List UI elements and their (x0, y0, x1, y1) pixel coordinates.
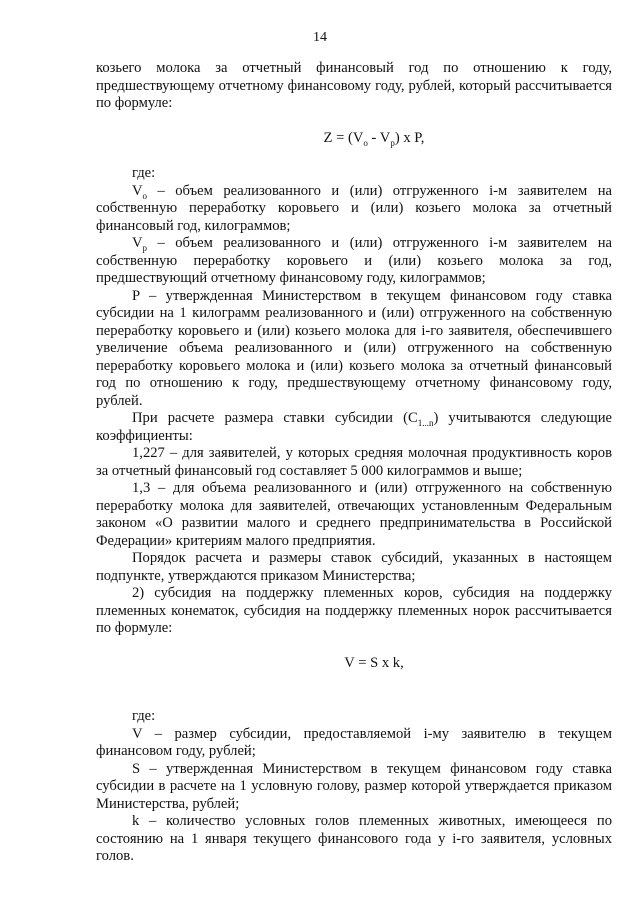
page-number: 14 (313, 30, 327, 45)
formula-z (96, 130, 612, 148)
where-label-2: где: (132, 708, 156, 724)
coefficient-13: 1,3 – для объема реализованного и (или) отгруженного на собственную переработку молока для заявителей, отвечающих установленным Федеральным законом «О развитии малого и среднего предпринимательства в Российской Федерации» критериям малого предприятия. (96, 480, 612, 549)
vo-text: – объем реализованного и (или) отгруженного i-м заявителем на собственную переработку коровьего и (или) козьего молока за отчетный финансовый год, килограммов; (96, 182, 612, 234)
document-body (96, 60, 612, 866)
formula-z-lhs: Z = (V (323, 129, 364, 146)
formula-z-sub-p: p (390, 137, 395, 148)
vp-subscript: p (142, 242, 148, 253)
coef-intro-sub: 1...n (417, 417, 434, 428)
where-label-1: где: (132, 165, 156, 181)
coef-intro-post: ) учитываются следующие коэффициенты: (96, 410, 612, 444)
formula-z-rhs: ) x P, (394, 129, 425, 146)
definition-v: V – размер субсидии, предоставляемой i-му заявителю в текущем финансовом году, рублей; (96, 725, 612, 759)
vp-text: – объем реализованного и (или) отгруженного i-м заявителем на собственную переработку коровьего и (или) козьего молока за год, предшествующий отчетному финансовому году, килограммов; (96, 235, 612, 286)
definition-p: P – утвержденная Министерством в текущем финансовом году ставка субсидии на 1 килограмм реализованного и (или) отгруженного на собственную переработку коровьего и (или) козьего молока для i-го заявителя, обеспечившего увеличение объема реализованного и (или) отгруженного на собственную переработку коровьего молока и (или) козьего молока за отчетный финансовый год по отношению к году, предшествующему отчетному финансовому году, рублей. (96, 287, 612, 409)
formula-v: V = S x k, (344, 654, 404, 671)
paragraph-order: Порядок расчета и размеры ставок субсидий, указанных в настоящем подпункте, утверждаются приказом Министерства; (96, 550, 612, 584)
coefficient-1227: 1,227 – для заявителей, у которых средняя молочная продуктивность коров за отчетный финансовый год составляет 5 000 килограммов и выше; (96, 445, 612, 479)
paragraph-item-2: 2) субсидия на поддержку племенных коров, субсидия на поддержку племенных конематок, субсидия на поддержку племенных норок рассчитывается по формуле: (96, 585, 612, 636)
formula-z-sub-o: o (363, 137, 368, 148)
coefficients-intro (96, 410, 612, 445)
paragraph-intro: козьего молока за отчетный финансовый год по отношению к году, предшествующему отчетному финансовому году, рублей, который рассчитывается по формуле: (96, 60, 612, 111)
definition-s: S – утвержденная Министерством в текущем финансовом году ставка субсидии в расчете на 1 условную голову, размер которой утверждается приказом Министерства, рублей; (96, 760, 612, 812)
vo-subscript: o (142, 190, 148, 201)
definition-k: k – количество условных голов племенных животных, имеющееся по состоянию на 1 января текущего финансового года у i-го заявителя, условных голов. (96, 813, 612, 864)
formula-z-mid: - V (367, 129, 391, 146)
definition-vo (96, 183, 612, 236)
coef-intro-pre: При расчете размера ставки субсидии (C (132, 410, 418, 426)
vp-symbol: V (132, 235, 143, 251)
vo-symbol: V (132, 182, 143, 199)
definition-vp (96, 235, 612, 288)
spacer (96, 690, 612, 708)
